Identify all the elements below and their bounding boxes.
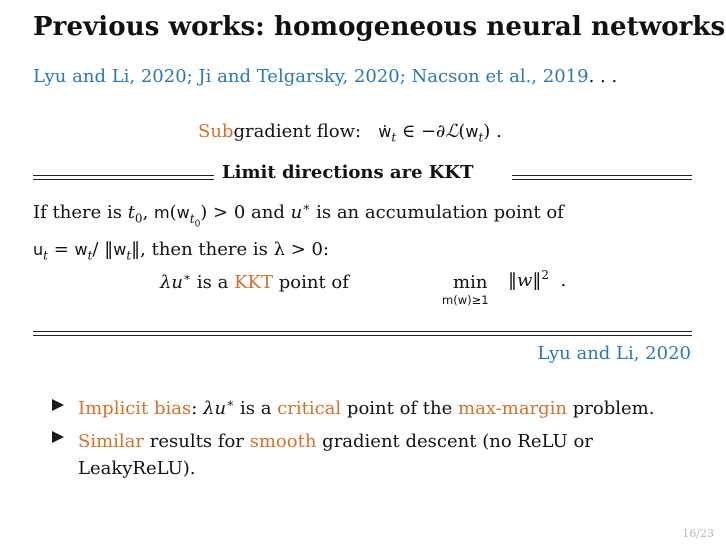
bullet-2: [78, 428, 698, 482]
bullet1-highlight-max-margin: max-margin: [458, 398, 568, 419]
box-bottom-rule-2: [33, 335, 692, 336]
kkt-suffix: point of: [278, 272, 349, 293]
bullet1-text-2: point of the: [346, 398, 453, 419]
box-paragraph: [33, 194, 564, 269]
bullet1-colon: :: [191, 398, 198, 419]
bullet1-highlight-implicit-bias: Implicit bias: [78, 398, 192, 419]
references-ellipsis: . . .: [588, 66, 618, 87]
line2-end: λ > 0:: [273, 238, 330, 260]
box-bottom-rule-1: [33, 331, 692, 332]
sub-highlight: Sub: [198, 121, 234, 142]
line1-suffix: is an accumulation point of: [316, 202, 564, 223]
line1-mid: and: [251, 202, 285, 223]
min-operator: min: [453, 272, 488, 293]
line2-suffix: , then there is: [140, 238, 268, 260]
line1-prefix: If there is: [33, 202, 122, 223]
box-top-rule-right-2: [512, 179, 692, 180]
bullet-arrow-icon: [52, 399, 64, 411]
box-top-rule-right-1: [512, 175, 692, 176]
bullet1-highlight-critical: critical: [277, 398, 342, 419]
flow-formula: ẇ$_t$ ∈ $-\partial ℒ(w_t)$ .: [378, 121, 502, 145]
bullet2-highlight-smooth: smooth: [249, 431, 317, 452]
kkt-statement: λu∗ is a KKT point of: [160, 270, 349, 293]
slide-title: Previous works: homogeneous neural networks: [33, 12, 726, 42]
min-constraint: m(w)≥1: [442, 293, 489, 307]
bullet2-text: results for: [149, 431, 244, 452]
bullet2-text-2: gradient descent (no ReLU or LeakyReLU).: [78, 431, 593, 479]
bullet-arrow-icon: [52, 431, 64, 443]
box-citation[interactable]: Lyu and Li, 2020: [537, 343, 691, 364]
references-text[interactable]: Lyu and Li, 2020; Ji and Telgarsky, 2020; Nacson et al., 2019: [33, 66, 589, 87]
box-top-rule-left-2: [33, 179, 214, 180]
box-top-rule-left-1: [33, 175, 214, 176]
page-number: 16/23: [682, 527, 714, 540]
bullet1-text-3: problem.: [572, 398, 655, 419]
references-line: [33, 66, 617, 87]
bullet-1: Implicit bias: λu∗ is a critical point of the max-margin problem.: [78, 396, 655, 419]
bullet1-text: is a: [239, 398, 272, 419]
kkt-word: KKT: [234, 272, 273, 293]
kkt-prefix: is a: [196, 272, 229, 293]
box-line-2: $u_t = w_t/$ $‖w_t‖$, then there is λ > 0:: [33, 238, 330, 263]
bullet2-highlight-similar: Similar: [78, 431, 145, 452]
gradient-flow-label: gradient flow:: [233, 121, 362, 142]
subgradient-flow-line: [198, 121, 502, 145]
box-line-1: If there is $t_0$, $m(w_{t_0}) > 0$ and u∗ is an accumulation point of: [33, 200, 564, 229]
box-title: Limit directions are KKT: [222, 162, 474, 183]
norm-expression: ‖w‖$^2$ .: [508, 268, 567, 291]
